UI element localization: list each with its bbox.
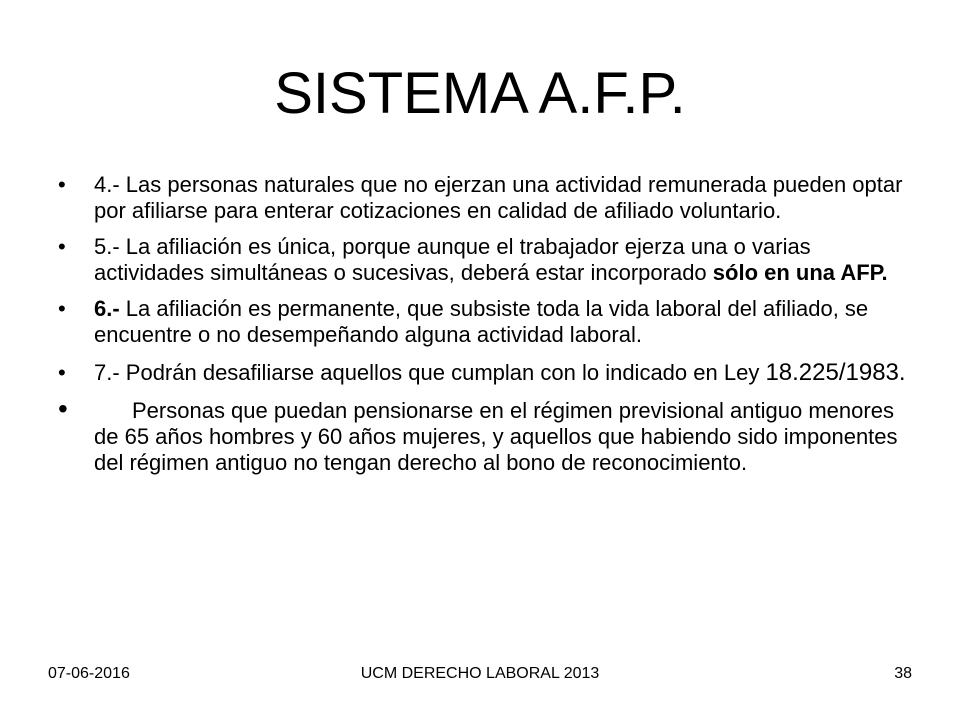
item-text: La afiliación es permanente, que subsiste toda la vida laboral del afiliado, se encuentre o no desempeñando alguna actividad laboral.: [94, 296, 869, 347]
bullet-icon: •: [58, 360, 66, 385]
bullet-icon: •: [58, 234, 66, 259]
item-text: 4.- Las personas naturales que no ejerzan una actividad remunerada pueden optar por afiliarse para enterar cotizaciones en calidad de afiliado voluntario.: [94, 172, 903, 223]
list-item: [48, 393, 918, 476]
footer-date: 07-06-2016: [48, 665, 130, 682]
item-text: 5.- La afiliación es única, porque aunque el trabajador ejerza una o varias actividades simultáneas o sucesivas, deberá estar incorporado: [94, 234, 811, 285]
slide-title: SISTEMA A.F.P.: [274, 61, 686, 126]
list-item: [48, 172, 918, 224]
list-item: [48, 234, 918, 286]
item-emphasis: sólo en una AFP.: [712, 260, 888, 285]
list-item: [48, 358, 918, 388]
item-emphasis: 6.-: [94, 296, 120, 321]
bullet-icon: •: [58, 172, 66, 197]
item-text: Personas que puedan pensionarse en el régimen previsional antiguo menores de 65 años hombres y 60 años mujeres, y aquellos que habiendo sido imponentes del régimen antiguo no tengan derecho al bono de reconocimiento.: [94, 398, 898, 475]
bullet-icon: •: [58, 296, 66, 321]
item-text: 7.- Podrán desafiliarse aquellos que cumplan con lo indicado en Ley: [94, 360, 766, 385]
bullet-list: [48, 172, 918, 486]
law-reference: 18.225/1983.: [765, 359, 906, 386]
footer-course: UCM DERECHO LABORAL 2013: [360, 665, 600, 682]
page-number: 38: [894, 665, 912, 682]
list-item: [48, 296, 918, 348]
bullet-icon: •: [58, 393, 68, 424]
